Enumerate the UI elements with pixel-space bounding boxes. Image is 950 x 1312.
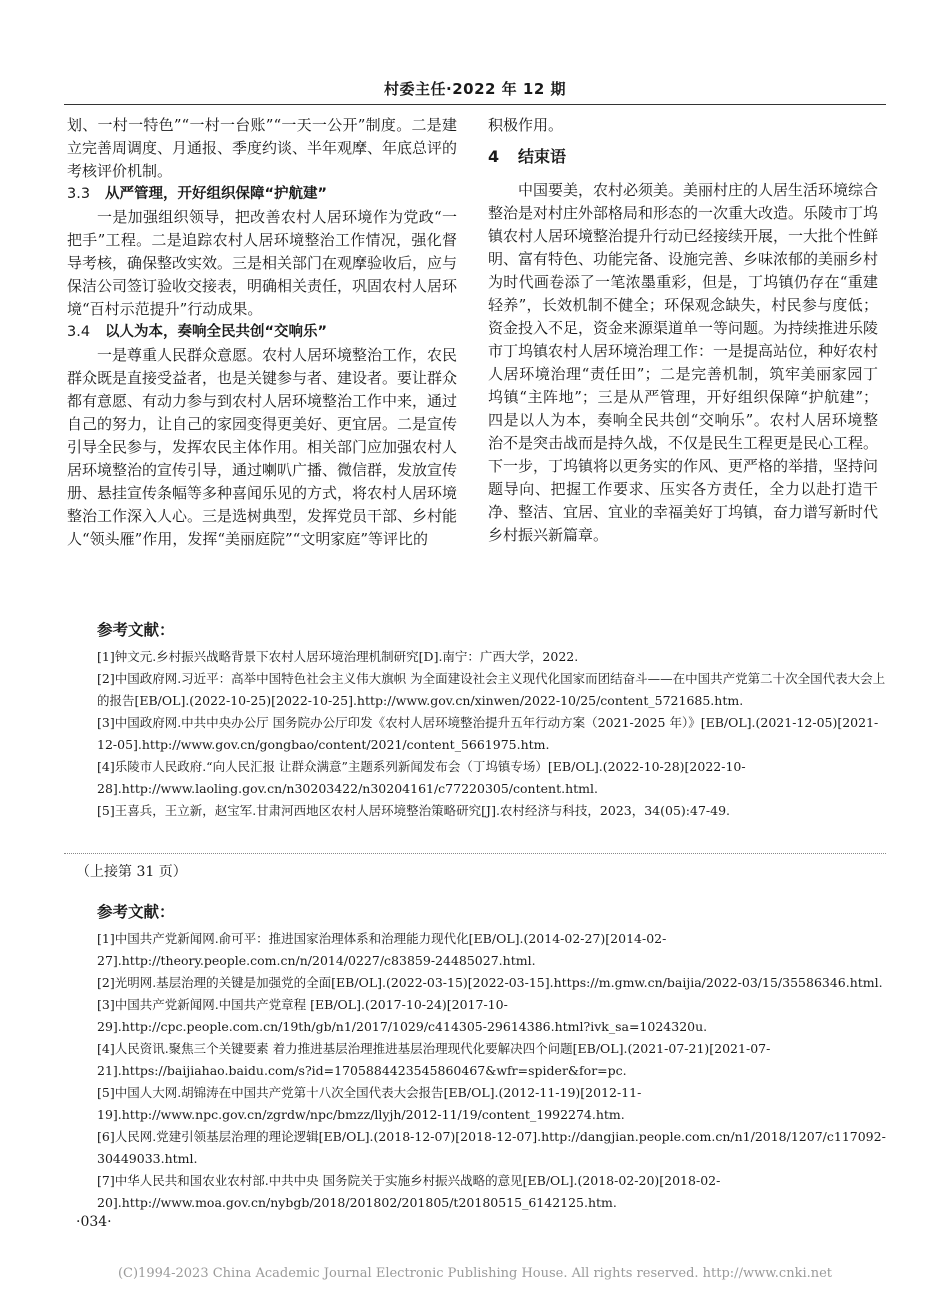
- reference-item: [1]钟文元.乡村振兴战略背景下农村人居环境治理机制研究[D].南宁：广西大学，2022.: [97, 649, 579, 664]
- reference-item: [4]人民资讯.聚焦三个关键要素 着力推进基层治理推进基层治理现代化要解决四个问题[EB/OL].(2021-07-21)[2021-07-21].https://baijiahao.baidu.com/s?id=1705884423545860467&wfr=spider&for=pc.: [97, 1041, 771, 1078]
- section-title: 从严管理，开好组织保障“护航建”: [105, 186, 328, 202]
- reference-item: [5]中国人大网.胡锦涛在中国共产党第十八次全国代表大会报告[EB/OL].(2012-11-19)[2012-11-19].http://www.npc.gov.cn/zgrdw/npc/bmzz/llyjh/2012-11/19/content_1992274.htm.: [97, 1085, 642, 1122]
- header-rule: [64, 104, 886, 105]
- section-heading-4: [488, 145, 878, 169]
- reference-item: [2]光明网.基层治理的关键是加强党的全面[EB/OL].(2022-03-15)[2022-03-15].https://m.gmw.cn/baijia/2022-03/15/35586346.html.: [97, 975, 883, 990]
- reference-item: [5]王喜兵，王立新，赵宝军.甘肃河西地区农村人居环境整治策略研究[J].农村经济与科技，2023，34(05):47-49.: [97, 803, 731, 818]
- copyright-footer: (C)1994-2023 China Academic Journal Electronic Publishing House. All rights reserved. http://www.cnki.net: [117, 1266, 833, 1281]
- reference-item: [1]中国共产党新闻网.俞可平：推进国家治理体系和治理能力现代化[EB/OL].(2014-02-27)[2014-02-27].http://theory.people.com.cn/n/2014/0227/c83859-24485027.html.: [97, 931, 667, 968]
- reference-item: [4]乐陵市人民政府.“向人民汇报 让群众满意”主题系列新闻发布会（丁坞镇专场）[EB/OL].(2022-10-28)[2022-10-28].http://www.laoling.gov.cn/n30203422/n30204161/c77220305/content.html.: [97, 759, 746, 796]
- right-column: [488, 114, 878, 547]
- section-number: 3.3: [67, 186, 91, 202]
- paragraph: 一是加强组织领导，把改善农村人居环境作为党政“一把手”工程。二是追踪农村人居环境整治工作情况，强化督导考核，确保整改实效。三是相关部门在观摩验收后，应与保洁公司签订验收交接表，明确相关责任，巩固农村人居环境“百村示范提升”行动成果。: [67, 208, 458, 318]
- paragraph: 划、一村一特色”“一村一台账”“一天一公开”制度。二是建立完善周调度、月通报、季度约谈、半年观摩、年底总评的考核评价机制。: [67, 116, 458, 180]
- section-heading-3-3: [67, 183, 457, 206]
- section-divider: [64, 853, 886, 854]
- reference-item: [2]中国政府网.习近平：高举中国特色社会主义伟大旗帜 为全面建设社会主义现代化国家而团结奋斗——在中国共产党第二十次全国代表大会上的报告[EB/OL].(2022-10-25)[2022-10-25].http://www.gov.cn/xinwen/2022-10/25/content_5721685.htm.: [97, 671, 886, 708]
- page-number: ·034·: [76, 1214, 112, 1230]
- section-title: 以人为本，奏响全民共创“交响乐”: [105, 324, 328, 340]
- references-title: 参考文献：: [97, 903, 175, 921]
- section-heading-3-4: [67, 321, 457, 344]
- paragraph: 中国要美，农村必须美。美丽村庄的人居生活环境综合整治是对村庄外部格局和形态的一次重大改造。乐陵市丁坞镇农村人居环境整治提升行动已经接续开展，一大批个性鲜明、富有特色、功能完备、设施完善、乡味浓郁的美丽乡村为时代画卷添了一笔浓墨重彩，但是，丁坞镇仍存在“重建轻养”，长效机制不健全；环保观念缺失，村民参与度低；资金投入不足，资金来源渠道单一等问题。为持续推进乐陵市丁坞镇农村人居环境治理工作：一是提高站位，种好农村人居环境治理“责任田”；二是完善机制，筑牢美丽家园丁坞镇“主阵地”；三是从严管理，开好组织保障“护航建”；四是以人为本，奏响全民共创“交响乐”。农村人居环境整治不是突击战而是持久战，不仅是民生工程更是民心工程。下一步，丁坞镇将以更务实的作风、更严格的举措，坚持问题导向、把握工作要求、压实各方责任，全力以赴打造干净、整洁、宜居、宜业的幸福美好丁坞镇，奋力谱写新时代乡村振兴新篇章。: [488, 181, 879, 544]
- reference-item: [3]中国政府网.中共中央办公厅 国务院办公厅印发《农村人居环境整治提升五年行动方案（2021-2025 年）》[EB/OL].(2021-12-05)[2021-12-05].http://www.gov.cn/gongbao/content/2021/content_5661975.htm.: [97, 715, 879, 752]
- continued-note: （上接第 31 页）: [76, 864, 187, 880]
- reference-item: [3]中国共产党新闻网.中国共产党章程 [EB/OL].(2017-10-24)[2017-10-29].http://cpc.people.com.cn/19th/gb/n1/2017/1029/c414305-29614386.html?ivk_sa=1024320u.: [97, 997, 708, 1034]
- section-number: 3.4: [67, 324, 91, 340]
- references-title: 参考文献：: [97, 621, 175, 639]
- references-list: [97, 618, 887, 822]
- reference-item: [7]中华人民共和国农业农村部.中共中央 国务院关于实施乡村振兴战略的意见[EB/OL].(2018-02-20)[2018-02-20].http://www.moa.gov.cn/nybgb/2018/201802/201805/t20180515_6142125.htm.: [97, 1173, 721, 1210]
- references-list: [97, 900, 887, 1214]
- paragraph: 一是尊重人民群众意愿。农村人居环境整治工作，农民群众既是直接受益者，也是关键参与者、建设者。要让群众都有意愿、有动力参与到农村人居环境整治工作中来，通过自己的努力，让自己的家园变得更美好、更宜居。二是宣传引导全民参与，发挥农民主体作用。相关部门应加强农村人居环境整治的宣传引导，通过喇叭广播、微信群，发放宣传册、悬挂宣传条幅等多种喜闻乐见的方式，将农村人居环境整治工作深入人心。三是选树典型，发挥党员干部、乡村能人“领头雁”作用，发挥“美丽庭院”“文明家庭”等评比的: [67, 346, 458, 548]
- left-column: [67, 114, 457, 551]
- journal-header: 村委主任·2022 年 12 期: [384, 80, 566, 98]
- section-title: 结束语: [518, 147, 567, 166]
- reference-item: [6]人民网.党建引领基层治理的理论逻辑[EB/OL].(2018-12-07)[2018-12-07].http://dangjian.people.com.cn/n1/2018/1207/c117092-30449033.html.: [97, 1129, 886, 1166]
- section-number: 4: [488, 147, 500, 166]
- paragraph: 积极作用。: [488, 116, 564, 134]
